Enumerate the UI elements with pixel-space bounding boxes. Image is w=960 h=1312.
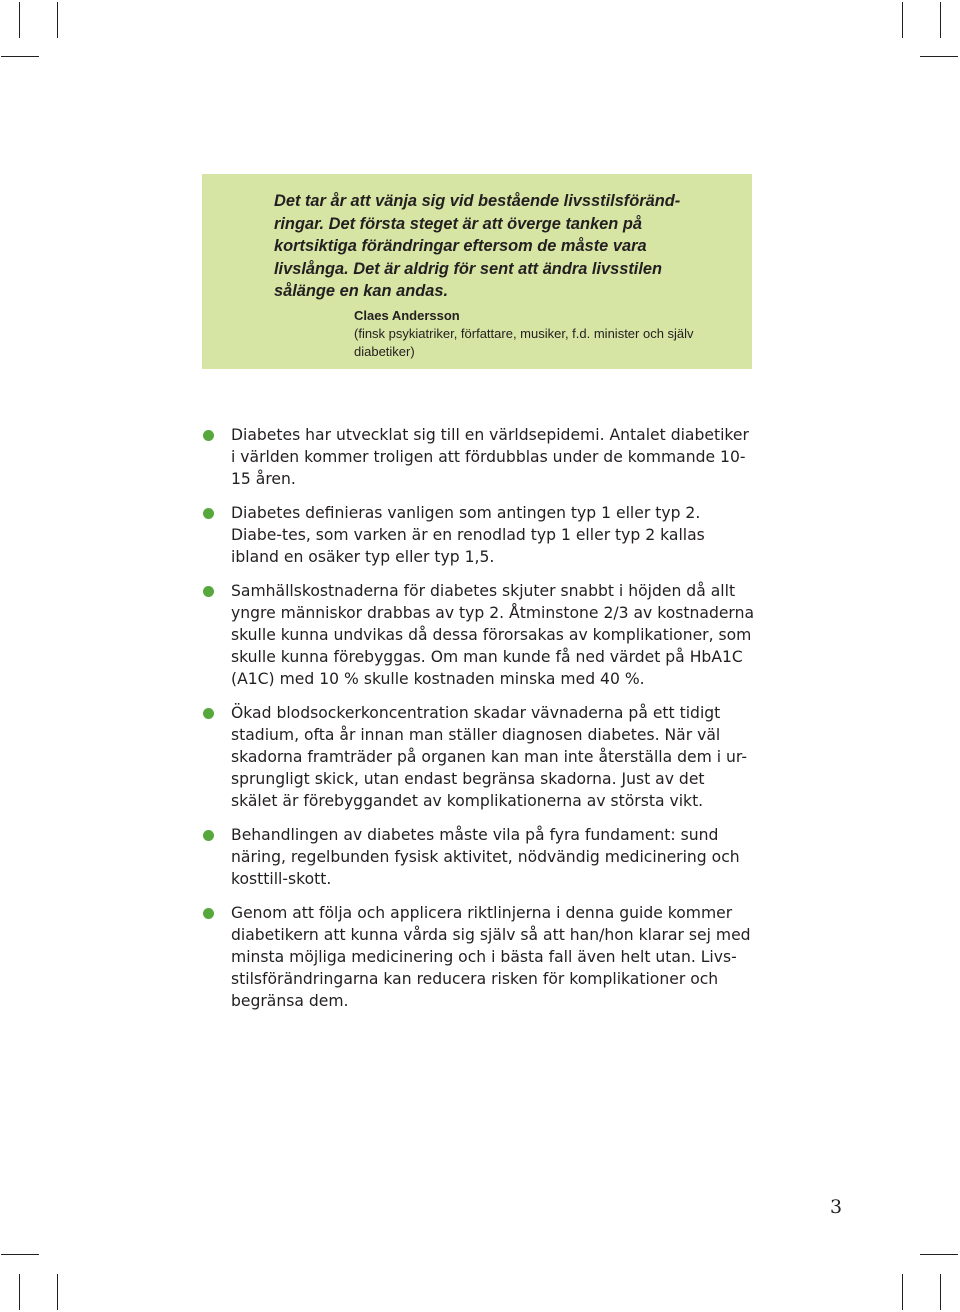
quote-author: Claes Andersson bbox=[354, 307, 460, 323]
list-item bbox=[203, 502, 755, 568]
list-item bbox=[203, 424, 755, 490]
crop-mark bbox=[940, 1274, 941, 1310]
bullet-text: Genom att följa och applicera riktlinjerna i denna guide kommer diabetikern att kunna vårda sig själv så att han/hon klarar sej med minsta möjliga medicinering och i bästa fall även helt utan. Livs-stilsförändringarna kan reducera risken för komplikationer och begränsa dem. bbox=[231, 904, 751, 1010]
crop-mark bbox=[940, 2, 941, 38]
crop-mark bbox=[1, 1254, 39, 1255]
crop-mark bbox=[920, 56, 958, 57]
list-item bbox=[203, 902, 755, 1012]
list-item bbox=[203, 580, 755, 690]
crop-mark bbox=[19, 1274, 20, 1310]
crop-mark bbox=[902, 1274, 903, 1310]
bullet-dot-icon bbox=[203, 586, 214, 597]
quote-box bbox=[202, 174, 752, 369]
crop-mark bbox=[920, 1254, 958, 1255]
crop-mark bbox=[57, 2, 58, 38]
bullet-dot-icon bbox=[203, 508, 214, 519]
crop-mark bbox=[902, 2, 903, 38]
crop-mark bbox=[19, 2, 20, 38]
list-item bbox=[203, 824, 755, 890]
quote-author-description: (finsk psykiatriker, författare, musiker, f.d. minister och själv diabetiker) bbox=[354, 325, 694, 359]
list-item bbox=[203, 702, 755, 812]
page-number: 3 bbox=[830, 1196, 843, 1218]
bullet-list bbox=[203, 424, 763, 1024]
bullet-dot-icon bbox=[203, 908, 214, 919]
bullet-text: Ökad blodsockerkoncentration skadar vävnaderna på ett tidigt stadium, ofta år innan man ställer diagnosen diabetes. När väl skadorna framträder på organen kan man inte återställa dem i ur-sprungligt skick, utan endast begränsa skadorna. Just av det skälet är förebyggandet av komplikationerna av största vikt. bbox=[231, 704, 747, 810]
crop-mark bbox=[57, 1274, 58, 1310]
bullet-text: Diabetes har utvecklat sig till en världsepidemi. Antalet diabetiker i världen kommer troligen att fördubblas under de kommande 10-15 åren. bbox=[231, 426, 749, 488]
bullet-text: Samhällskostnaderna för diabetes skjuter snabbt i höjden då allt yngre människor drabbas av typ 2. Åtminstone 2/3 av kostnaderna skulle kunna undvikas då dessa förorsakas av komplikationer, som skulle kunna förebyggas. Om man kunde få ned värdet på HbA1C (A1C) med 10 % skulle kostnaden minska med 40 %. bbox=[231, 582, 755, 688]
bullet-text: Diabetes definieras vanligen som antingen typ 1 eller typ 2. Diabe-tes, som varken är en renodlad typ 1 eller typ 2 kallas ibland en osäker typ eller typ 1,5. bbox=[231, 504, 705, 566]
crop-mark bbox=[1, 56, 39, 57]
bullet-dot-icon bbox=[203, 830, 214, 841]
bullet-dot-icon bbox=[203, 430, 214, 441]
quote-text: Det tar år att vänja sig vid bestående livsstilsföränd-ringar. Det första steget är att överge tanken på kortsiktiga förändringar eftersom de måste vara livslånga. Det är aldrig för sent att ändra livsstilen sålänge en kan andas. bbox=[274, 192, 681, 300]
bullet-text: Behandlingen av diabetes måste vila på fyra fundament: sund näring, regelbunden fysisk aktivitet, nödvändig medicinering och kosttill-skott. bbox=[231, 826, 740, 888]
bullet-dot-icon bbox=[203, 708, 214, 719]
